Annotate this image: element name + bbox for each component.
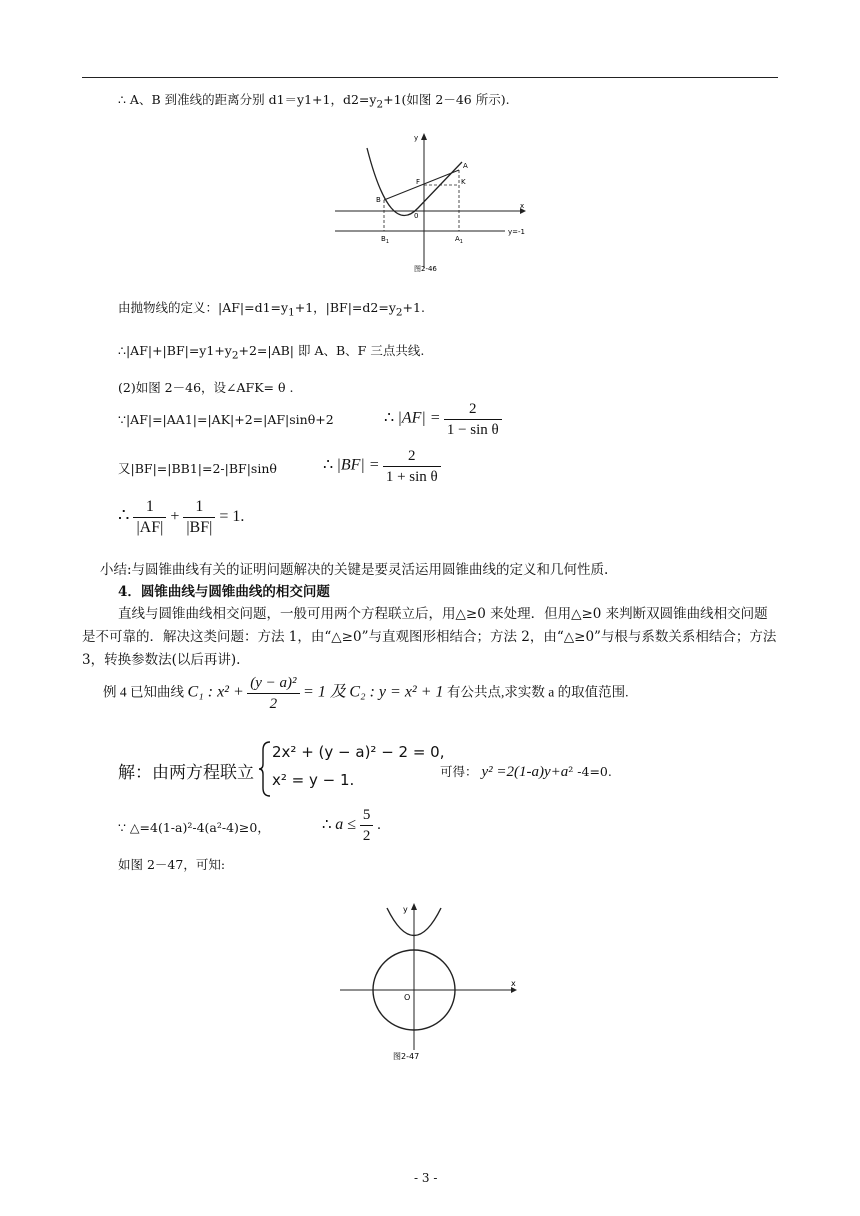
label-y: y — [414, 134, 419, 142]
label-a: A — [463, 162, 468, 170]
label-x: x — [520, 202, 525, 210]
text-line-af: ∵|AF|=|AA1|=|AK|+2=|AF|sinθ+2 — [118, 412, 334, 427]
label-b1: $B_1$ — [381, 235, 389, 245]
label-f: F — [416, 178, 421, 186]
label-x: x — [511, 979, 516, 988]
y-axis-arrow — [421, 133, 427, 140]
text-line-collinear: $\therefore|AF|+|BF|=y1+y_2+2=|AB|$ 即 A、B、F 三点共线. — [118, 343, 425, 362]
figure-2-47 — [335, 898, 525, 1063]
label-directrix: y=-1 — [508, 228, 525, 236]
label-a1: $A_1$ — [455, 235, 463, 245]
label-b: B — [376, 196, 381, 204]
solution-label: 解：由两方程联立 — [118, 763, 254, 783]
text-line-definition: 由抛物线的定义：$|AF|=d1=y_1+1$，$|BF|=d2=y_2+1$. — [118, 300, 425, 319]
text-line-angle: (2)如图 2－46，设∠AFK= θ . — [118, 380, 294, 395]
section-heading-4: 4．圆锥曲线与圆锥曲线的相交问题 — [118, 584, 330, 600]
figure-2-47-caption: 图2-47 — [393, 1052, 420, 1061]
summary-text: 小结:与圆锥曲线有关的证明问题解决的关键是要灵活运用圆锥曲线的定义和几何性质. — [100, 562, 609, 578]
system-brace — [258, 740, 272, 798]
label-origin: O — [404, 993, 411, 1002]
page-number: - 3 - — [414, 1171, 438, 1185]
formula-reciprocal-sum: ∴ $\frac{1}{|AF|}$ + $\frac{1}{|BF|}$ = 1. — [118, 498, 245, 536]
solution-result: 可得： y² =2(1-a)y+a² -4=0. — [440, 764, 612, 780]
example-4: 例 4 已知曲线 C₁ : x² + $\frac{\text{(y − a)²}}{2}$ = 1 及 C₂ : y = x² + 1 有公共点,求实数 a 的取值范围. — [103, 675, 629, 712]
chord-ab — [384, 170, 459, 200]
paragraph-intersection: 直线与圆锥曲线相交问题，一般可用两个方程联立后，用△≥0 来处理．但用△≥0 来判断双圆锥曲线相交问题是不可靠的．解决这类问题：方法 1，由“△≥0”与直观图形相结合；方法 2，由“△≥0”与根与系数关系相结合；方法 3，转换参数法(以后再讲). — [82, 606, 777, 668]
figure-2-46-caption: 图2-46 — [414, 265, 437, 273]
delta-text: ∵ △=4(1-a)²-4(a²-4)≥0， — [118, 820, 270, 835]
y-axis-arrow — [411, 903, 417, 910]
text-line-fig47: 如图 2－47，可知: — [118, 857, 226, 872]
formula-bf: ∴ |BF| = $\frac{2}{\text{1 + sin θ}}$ — [323, 446, 441, 487]
text-line-bf: 又|BF|=|BB1|=2-|BF|sinθ — [118, 461, 277, 476]
brace-icon — [258, 740, 272, 798]
parabola-curve — [367, 148, 462, 216]
label-k: K — [461, 178, 466, 186]
label-y: y — [403, 905, 408, 914]
delta-result: ∴ a ≤ $\frac{5}{2}$ . — [322, 807, 381, 844]
label-origin: 0 — [414, 212, 419, 220]
formula-af: ∴ |AF| = $\frac{2}{\text{1 − sin θ}}$ — [384, 399, 502, 440]
system-eq2: x² = y − 1. — [272, 771, 355, 789]
header-rule — [82, 77, 778, 78]
system-eq1: 2x² + (y − a)² − 2 = 0, — [272, 743, 445, 761]
figure-2-46 — [330, 128, 530, 278]
text-line-distances: ∴ A、B 到准线的距离分别 d1＝y1+1，$d2=y_2+1$(如图 2－46 所示). — [118, 92, 510, 111]
